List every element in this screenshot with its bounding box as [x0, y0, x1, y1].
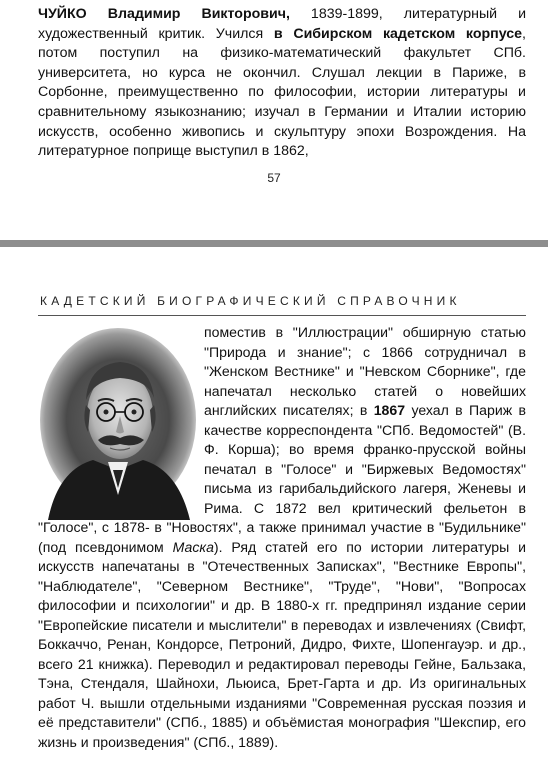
body-bold-year: 1867 [373, 402, 406, 418]
previous-page-fragment [0, 0, 548, 242]
intro-bold-school: в Сибирском кадетском корпусе [273, 25, 523, 42]
page-divider [0, 240, 548, 247]
page-number: 57 [267, 171, 281, 185]
body-text-3: ). Ряд статей его по истории литературы и искусств напечатаны в "Отечественных Записках", "Вестнике Европы", "Наблюдателе", "Северном Вестнике", "Труде", "Нови", "Вопросах философии и психологии" и др. В 1880-х гг. предпринял издание серии "Европейские писатели и мыслители" в переводах и извлечениях (Свифт, Боккаччо, Ренан, Кондорсе, Петроний, Дидро, Фихте, Шопенгауэр. и др., всего 21 книжка). Переводил и редактировал переводы Гейне, Бальзака, Тэна, Стендаля, Шайнохи, Льюиса, Брет-Гарта и др. Из оригинальных работ Ч. вышли отдельными изданиями "Современная русская поэзия и её представители" (СПб., 1885) и объёмистая монография "Шекспир, его жизнь и произведения" (СПб., 1889). [38, 538, 526, 750]
body-text-2: уехал в Париж в качестве корреспондента "СПб. Ведомостей" (В. Ф. Корша); во время франко-прусской войны печатал в "Голосе" и "Биржевых Ведомостях" письма из гарибальдийского лагеря, Женевы и Рима. С 1872 вел критический фельетон в "Голосе", с 1878- в "Новостях", а также принимал участие в "Будильнике" (под псевдонимом [38, 402, 526, 555]
header-rule [38, 315, 526, 316]
entry-intro-text [38, 5, 526, 162]
body-text-1: поместив в "Иллюстрации" обширную статью "Природа и знание"; с 1866 сотрудничал в "Женском Вестнике" и "Невском Сборнике", где напечатал несколько статей о новейших английских писателях; в [204, 324, 526, 418]
portrait-spacer [38, 323, 204, 518]
intro-text-1: 1839-1899, литературный и художественный критик. Учился [38, 6, 526, 42]
body-italic-pseudonym: Маска [172, 538, 214, 555]
entry-name: ЧУЙКО Владимир Викторович, [38, 6, 290, 22]
entry-continuation-text [38, 323, 526, 752]
intro-text-2: , потом поступил на физико-математический факультет СПб. университета, но курса не окончил. Слушал лекции в Париже, в Сорбонне, преимущественно по философии, истории литературы и сравнительному языкознанию; изучал в Германии и Италии историю искусств, особенно живопись и скульптуру эпохи Возрождения. На литературное поприще выступил в 1862, [38, 25, 526, 160]
running-header: КАДЕТСКИЙ БИОГРАФИЧЕСКИЙ СПРАВОЧНИК [40, 294, 461, 308]
